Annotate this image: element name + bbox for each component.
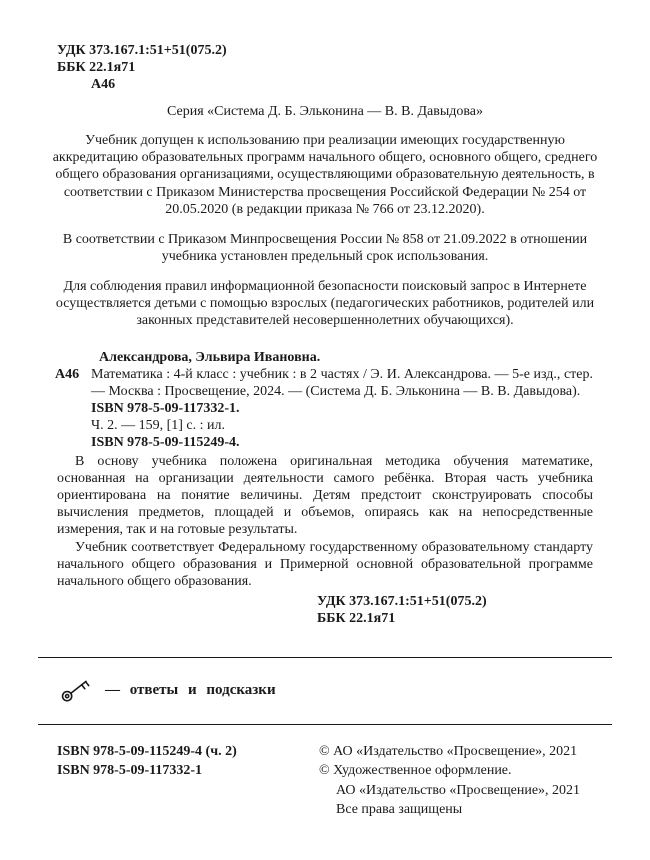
annotation-paragraph-2: Учебник соответствует Федеральному государственному образовательному стандарту начального общего образования и Примерной основной образовательной программе начального общего образования. (57, 539, 593, 590)
author-name: Александрова, Эльвира Ивановна. (99, 350, 321, 366)
divider-line-bottom (38, 724, 612, 725)
classification-footer-block (317, 593, 593, 627)
footer-block (57, 743, 593, 819)
series-title: Серия «Система Д. Б. Эльконина — В. В. Давыдова» (166, 104, 484, 120)
bibliographic-description: Математика : 4-й класс : учебник : в 2 частях / Э. И. Александрова. — 5-е изд., стер. — Москва : Просвещение, 2024. — (Система Д. Б. Эльконина — В. В. Давыдова). (91, 367, 593, 400)
legend-label: — ответы и подсказки (105, 682, 276, 699)
copyright-block (319, 743, 593, 819)
annotation-paragraph-1: В основу учебника положена оригинальная методика обучения математике, основанная на организации деятельности самого ребёнка. Вторая часть учебника ориентирована на понятие величины. Детям предстоит сконструировать способы вычисления предметов, площадей и объемов, опираясь как на непосредственные измерения, так и на готовые результаты. (57, 453, 593, 537)
footer-isbn-block (57, 743, 319, 819)
udk-code: УДК 373.167.1:51+51(075.2) (57, 43, 227, 58)
bbk-code: ББК 22.1я71 (57, 60, 136, 76)
footer-isbn-1: ISBN 978-5-09-115249-4 (ч. 2) (57, 744, 237, 760)
isbn-line-1: ISBN 978-5-09-117332-1. (91, 401, 240, 417)
legend-row (57, 658, 593, 724)
classification-block (57, 42, 593, 93)
copyright-line-4: Все права защищены (336, 801, 463, 817)
copyright-line-3: АО «Издательство «Просвещение», 2021 (336, 782, 581, 798)
author-sign-margin-code: А46 (55, 367, 80, 383)
copyright-line-1: © АО «Издательство «Просвещение», 2021 (319, 744, 578, 760)
bibliographic-entry (57, 349, 593, 627)
key-icon (57, 674, 93, 706)
part-info: Ч. 2. — 159, [1] с. : ил. (91, 418, 226, 434)
admission-notice: Учебник допущен к использованию при реализации имеющих государственную аккредитацию образовательных программ начального общего, основного общего, среднего общего образования организациями, осуществляющими образовательную деятельность, в соответствии с Приказом Министерства просвещения Российской Федерации № 254 от 20.05.2020 (в редакции приказа № 766 от 23.12.2020). (52, 133, 598, 217)
usage-term-notice: В соответствии с Приказом Минпросвещения России № 858 от 21.09.2022 в отношении учебника установлен предельный срок использования. (62, 231, 588, 264)
bbk-code-bottom: ББК 22.1я71 (317, 611, 396, 627)
footer-isbn-2: ISBN 978-5-09-117332-1 (57, 763, 203, 779)
udk-code-bottom: УДК 373.167.1:51+51(075.2) (317, 594, 487, 610)
author-sign-code: А46 (91, 77, 116, 93)
copyright-line-2: © Художественное оформление. (319, 763, 512, 779)
safety-notice: Для соблюдения правил информационной безопасности поисковый запрос в Интернете осуществляется детьми с помощью взрослых (педагогических работников, родителей или законных представителей несовершеннолетних обучающихся). (55, 278, 595, 329)
isbn-line-2: ISBN 978-5-09-115249-4. (91, 435, 240, 451)
